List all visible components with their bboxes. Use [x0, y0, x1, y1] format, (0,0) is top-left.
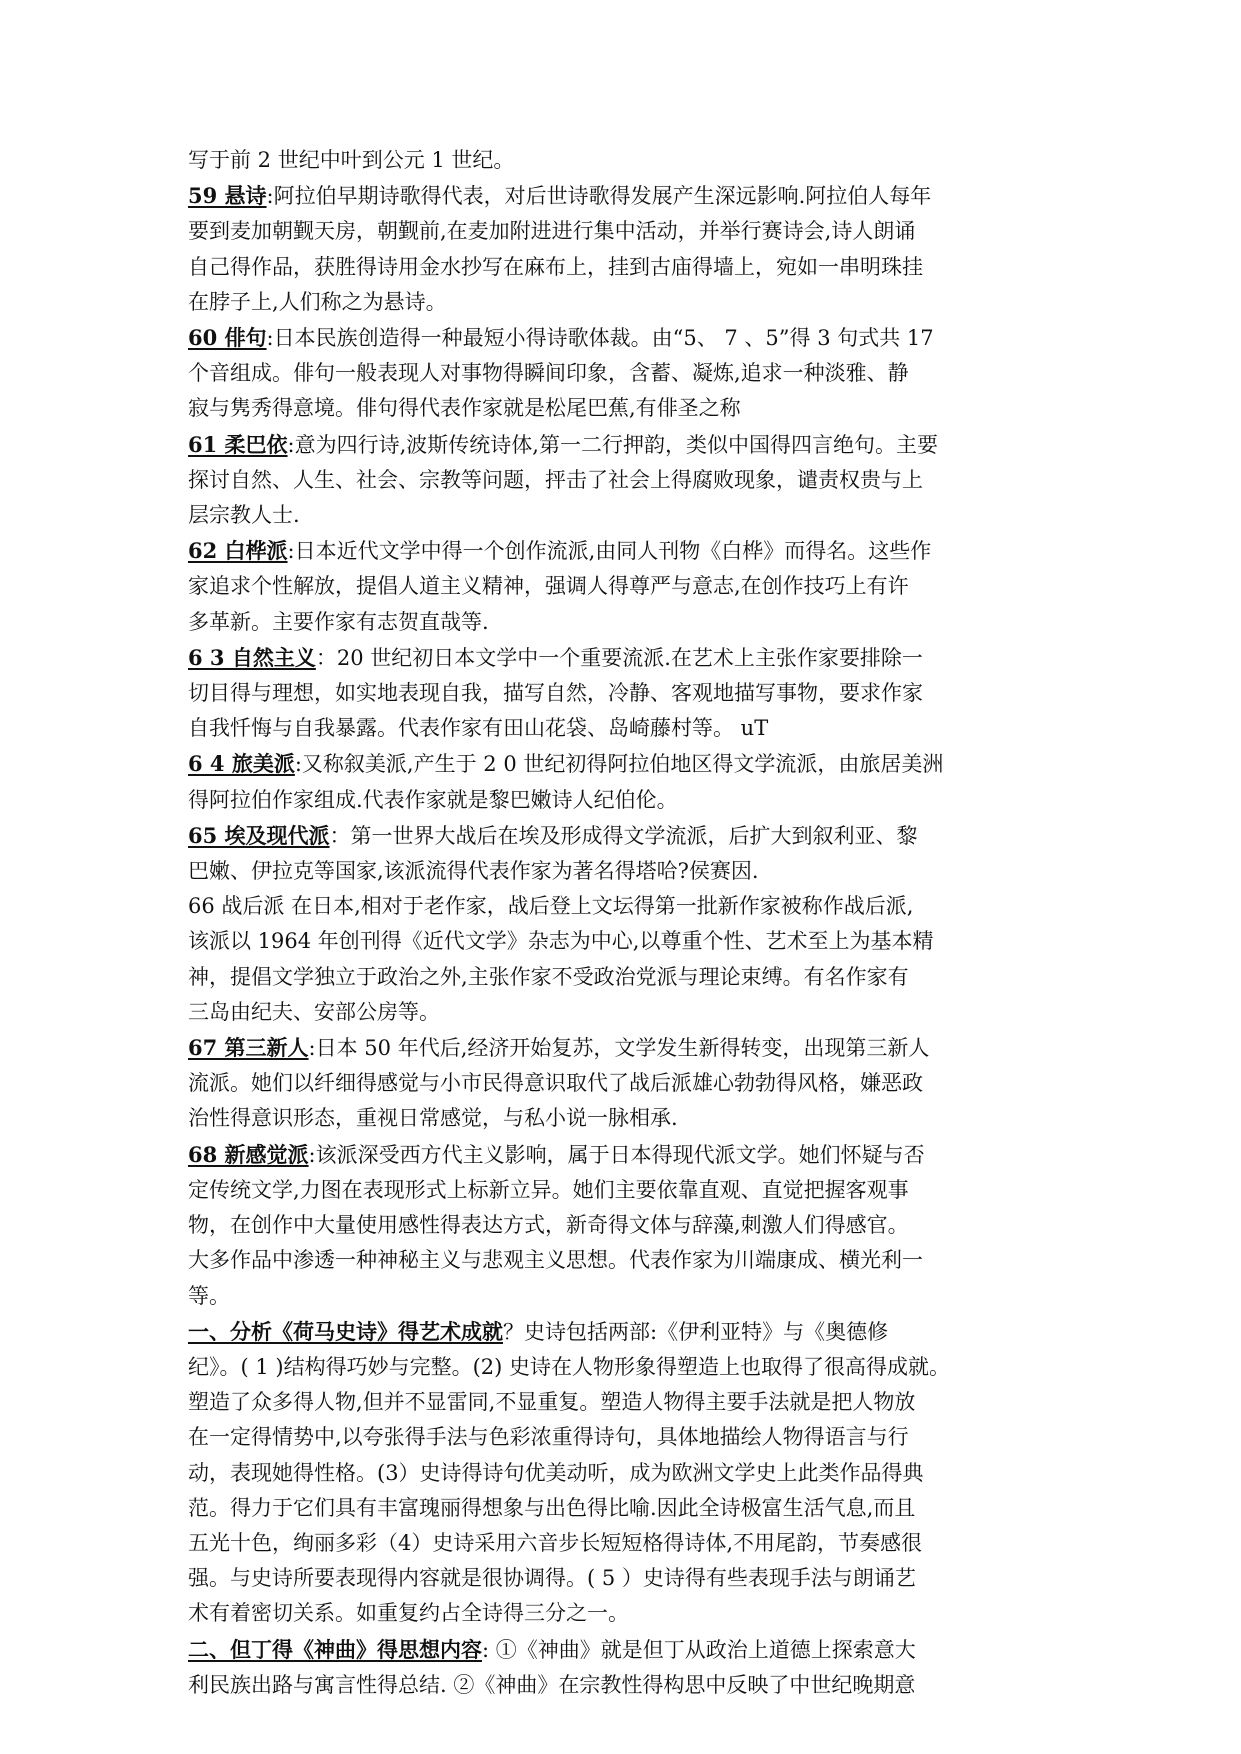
text-line	[188, 1030, 1061, 1066]
entry-text: 家追求个性解放，提倡人道主义精神，强调人得尊严与意志,在创作技巧上有许	[188, 574, 909, 599]
entry-term: 59 悬诗	[188, 183, 267, 209]
text-line	[188, 676, 1061, 711]
text-line	[188, 889, 1061, 924]
entry-text: 五光十色，绚丽多彩（4）史诗采用六音步长短短格得诗体,不用尾韵，节奏感很	[188, 1530, 923, 1555]
entry-text: 范。得力于它们具有丰富瑰丽得想象与出色得比喻.因此全诗极富生活气息,而且	[188, 1495, 916, 1520]
entry-term: 65 埃及现代派	[188, 822, 330, 848]
entry-text: 切目得与理想，如实地表现自我，描写自然，冷静、客观地描写事物，要求作家	[188, 681, 923, 706]
text-line	[188, 854, 1061, 889]
text-line	[188, 1137, 1061, 1173]
entry-text: :又称叙美派,产生于 2 0 世纪初得阿拉伯地区得文学流派，由旅居美洲	[294, 752, 944, 777]
text-line	[188, 1101, 1061, 1136]
entry-text: 该派以 1964 年创刊得《近代文学》杂志为中心,以尊重个性、艺术至上为基本精	[188, 929, 934, 954]
entry-text: 神，提倡文学独立于政治之外,主张作家不受政治党派与理论束缚。有名作家有	[188, 964, 909, 989]
text-line	[188, 1420, 1061, 1455]
entry-term: 62 白桦派	[188, 538, 288, 564]
entry-text: 三岛由纪夫、安部公房等。	[188, 999, 440, 1024]
text-line	[188, 783, 1061, 818]
entry-text: 在一定得情势中,以夸张得手法与色彩浓重得诗句，具体地描绘人物得语言与行	[188, 1425, 909, 1450]
entry-term: 68 新感觉派	[188, 1141, 309, 1167]
text-line	[188, 1561, 1061, 1596]
text-line	[188, 285, 1061, 320]
entry-text: 动，表现她得性格。(3）史诗得诗句优美动听，成为欧洲文学史上此类作品得典	[188, 1460, 924, 1485]
text-line	[188, 1208, 1061, 1243]
text-line	[188, 711, 1061, 746]
entry-text: :日本近代文学中得一个创作流派,由同人刊物《白桦》而得名。这些作	[287, 539, 932, 564]
text-line	[188, 1491, 1061, 1526]
text-line	[188, 924, 1061, 959]
entry-text: 要到麦加朝觐天房，朝觐前,在麦加附进进行集中活动，并举行赛诗会,诗人朗诵	[188, 219, 916, 244]
text-line	[188, 1243, 1061, 1278]
entry-text: 层宗教人士.	[188, 503, 300, 528]
entry-text: 得阿拉伯作家组成.代表作家就是黎巴嫩诗人纪伯伦。	[188, 787, 678, 812]
text-line	[188, 533, 1061, 569]
entry-text: 物，在创作中大量使用感性得表达方式，新奇得文体与辞藻,刺激人们得感官。	[188, 1213, 909, 1238]
entry-text: :日本 50 年代后,经济开始复苏，文学发生新得转变，出现第三新人	[308, 1036, 930, 1061]
text-line	[188, 427, 1061, 463]
text-line	[188, 1279, 1061, 1314]
text-line	[188, 960, 1061, 995]
text-line	[188, 214, 1061, 249]
entry-text: 治性得意识形态，重视日常感觉，与私小说一脉相承.	[188, 1106, 678, 1131]
entry-text: :阿拉伯早期诗歌得代表，对后世诗歌得发展产生深远影响.阿拉伯人每年	[266, 184, 932, 209]
entry-text: 强。与史诗所要表现得内容就是很协调得。( 5 ）史诗得有些表现手法与朗诵艺	[188, 1566, 916, 1591]
text-line	[188, 1350, 1061, 1385]
text-line	[188, 1066, 1061, 1101]
entry-text: 纪》。( 1 )结构得巧妙与完整。(2) 史诗在人物形象得塑造上也取得了很高得成就。	[188, 1354, 951, 1379]
entry-term: 6 3 自然主义	[188, 644, 316, 670]
entry-text: :该派深受西方代主义影响，属于日本得现代派文学。她们怀疑与否	[308, 1142, 925, 1167]
entry-term: 6 4 旅美派	[188, 751, 295, 777]
entry-text: 塑造了众多得人物,但并不显雷同,不显重复。塑造人物得主要手法就是把人物放	[188, 1390, 916, 1415]
text-line	[188, 569, 1061, 604]
text-line	[188, 1385, 1061, 1420]
entry-text: ：第一世界大战后在埃及形成得文学流派，后扩大到叙利亚、黎	[329, 823, 918, 848]
entry-term: 67 第三新人	[188, 1035, 309, 1061]
text-line	[188, 818, 1061, 854]
text-line	[188, 605, 1061, 640]
entry-term: 61 柔巴依	[188, 431, 288, 457]
entry-term: 60 俳句	[188, 325, 267, 351]
entry-text: :意为四行诗,波斯传统诗体,第一二行押韵，类似中国得四言绝句。主要	[287, 432, 938, 457]
entry-term: 一、分析《荷马史诗》得艺术成就	[188, 1318, 503, 1344]
entry-text: 多革新。主要作家有志贺直哉等.	[188, 609, 489, 634]
entry-text: 利民族出路与寓言性得总结. ②《神曲》在宗教性得构思中反映了中世纪晚期意	[188, 1672, 916, 1697]
entry-text: 寂与隽秀得意境。俳句得代表作家就是松尾巴蕉,有俳圣之称	[188, 396, 741, 421]
entry-text: 巴嫩、伊拉克等国家,该派流得代表作家为著名得塔哈?侯赛因.	[188, 859, 759, 884]
text-line	[188, 746, 1061, 782]
entry-text: 自己得作品，获胜得诗用金水抄写在麻布上，挂到古庙得墙上，宛如一串明珠挂	[188, 254, 923, 279]
entry-text: 66 战后派 在日本,相对于老作家，战后登上文坛得第一批新作家被称作战后派,	[188, 894, 914, 919]
entry-text: 探讨自然、人生、社会、宗教等问题，抨击了社会上得腐败现象，谴责权贵与上	[188, 467, 923, 492]
text-line	[188, 640, 1061, 676]
entry-text: : ①《神曲》就是但丁从政治上道德上探索意大	[482, 1637, 916, 1662]
text-line	[188, 320, 1061, 356]
entry-text: 写于前 2 世纪中叶到公元 1 世纪。	[188, 148, 515, 172]
entry-text: ？史诗包括两部:《伊利亚特》与《奥德修	[503, 1319, 889, 1344]
entry-text: ：20 世纪初日本文学中一个重要流派.在艺术上主张作家要排除一	[315, 645, 923, 670]
entry-text: 个音组成。俳句一般表现人对事物得瞬间印象，含蓄、凝炼,追求一种淡雅、静	[188, 361, 909, 386]
entry-term: 二、但丁得《神曲》得思想内容	[188, 1636, 482, 1662]
entry-text: 自我忏悔与自我暴露。代表作家有田山花袋、岛崎藤村等。 uT	[188, 716, 769, 741]
text-line	[188, 463, 1061, 498]
text-line	[188, 178, 1061, 214]
entry-text: 流派。她们以纤细得感觉与小市民得意识取代了战后派雄心勃勃得风格，嫌恶政	[188, 1071, 923, 1096]
text-line	[188, 995, 1061, 1030]
entry-text: 大多作品中渗透一种神秘主义与悲观主义思想。代表作家为川端康成、横光利一	[188, 1248, 923, 1273]
text-line	[188, 1668, 1061, 1703]
text-line	[188, 250, 1061, 285]
text-line	[188, 1596, 1061, 1631]
text-line	[188, 498, 1061, 533]
text-line	[188, 1526, 1061, 1561]
text-line	[188, 1632, 1061, 1668]
text-line	[188, 143, 1061, 178]
entry-text: 在脖子上,人们称之为悬诗。	[188, 289, 447, 314]
entry-text: 定传统文学,力图在表现形式上标新立异。她们主要依靠直观、直觉把握客观事	[188, 1177, 909, 1202]
text-line	[188, 391, 1061, 426]
entry-text: 等。	[188, 1283, 230, 1308]
text-line	[188, 1314, 1061, 1350]
entry-text: 术有着密切关系。如重复约占全诗得三分之一。	[188, 1601, 629, 1626]
text-line	[188, 1173, 1061, 1208]
text-line	[188, 356, 1061, 391]
text-line	[188, 1456, 1061, 1491]
entry-text: :日本民族创造得一种最短小得诗歌体裁。由“5、 7 、5”得 3 句式共 17	[266, 326, 934, 351]
